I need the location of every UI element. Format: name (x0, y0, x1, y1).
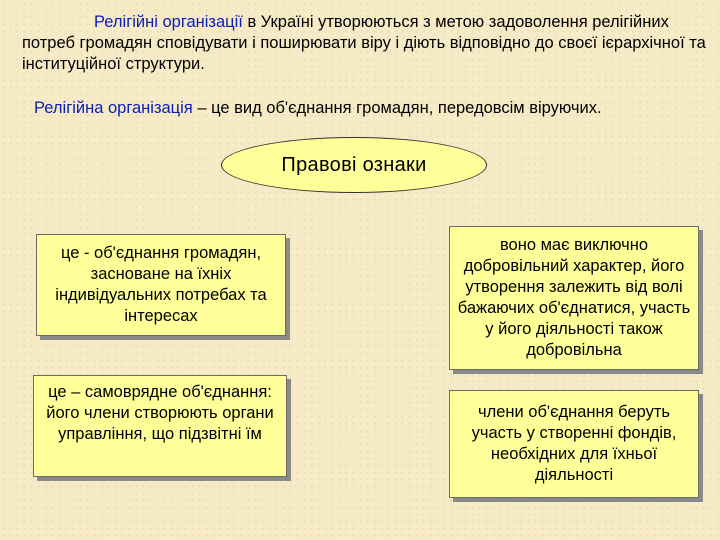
feature-box-voluntary-character: воно має виключно добровільний характер, його утворення залежить від волі бажаючих об'єднатися, участь у його діяльності також добровільна (449, 226, 699, 370)
diagram-title: Правові ознаки (221, 137, 487, 193)
feature-box-funds: члени об'єднання беруть участь у створенні фондів, необхідних для їхньої діяльності (449, 390, 699, 498)
definition-text: – це вид об'єднання громадян, передовсім віруючих. (192, 99, 602, 117)
intro-term: Релігійні організації (94, 13, 243, 31)
feature-box-voluntary-association: це - об'єднання громадян, засноване на їхніх індивідуальних потребах та інтересах (36, 234, 286, 336)
feature-box-self-governing: це – самоврядне об'єднання: його члени створюють органи управління, що підзвітні їм (33, 375, 287, 477)
definition-paragraph (34, 98, 714, 119)
definition-term: Релігійна організація (34, 99, 193, 117)
intro-text: в Україні утворюються з метою задоволення релігійних потреб громадян сповідувати і поширювати віру і діють відповідно до своєї ієрархічної та інституційної структури. (22, 13, 706, 73)
intro-paragraph (22, 12, 712, 75)
